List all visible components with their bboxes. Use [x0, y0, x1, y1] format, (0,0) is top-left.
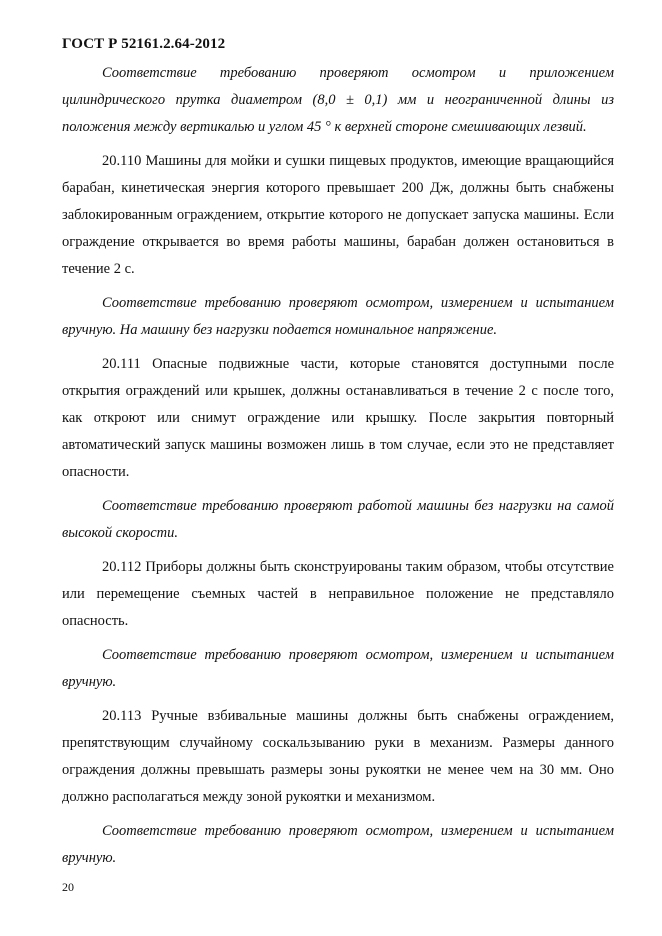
clause-20-110-paragraph: 20.110 Машины для мойки и сушки пищевых продуктов, имеющие вращающийся барабан, кинетическая энергия которого превышает 200 Дж, должны быть снабжены заблокированным ограждением, открытие которого не допускает запуска машины. Если ограждение открывается во время работы машины, барабан должен остановиться в течение 2 с. [62, 153, 614, 277]
clause-20-112-paragraph: 20.112 Приборы должны быть сконструированы таким образом, чтобы отсутствие или перемещение съемных частей в неправильное положение не представляло опасность. [62, 559, 614, 629]
clause-20-113-paragraph: 20.113 Ручные взбивальные машины должны быть снабжены ограждением, препятствующим случайному соскальзыванию руки в механизм. Размеры данного ограждения должны превышать размеры зоны рукоятки не менее чем на 30 мм. Оно должно располагаться между зоной рукоятки и механизмом. [62, 708, 614, 805]
document-header: ГОСТ Р 52161.2.64-2012 [62, 36, 226, 52]
compliance-check-paragraph: Соответствие требованию проверяют работой машины без нагрузки на самой высокой скорости. [62, 498, 614, 541]
page-body [62, 60, 614, 879]
page-number: 20 [62, 880, 74, 894]
compliance-check-paragraph: Соответствие требованию проверяют осмотром, измерением и испытанием вручную. На машину без нагрузки подается номинальное напряжение. [62, 295, 614, 338]
compliance-check-paragraph: Соответствие требованию проверяют осмотром, измерением и испытанием вручную. [62, 823, 614, 866]
compliance-check-paragraph: Соответствие требованию проверяют осмотром, измерением и испытанием вручную. [62, 647, 614, 690]
compliance-check-paragraph: Соответствие требованию проверяют осмотром и приложением цилиндрического прутка диаметром (8,0 ± 0,1) мм и неограниченной длины из положения между вертикалью и углом 45 ° к верхней стороне смешивающих лезвий. [62, 65, 614, 135]
clause-20-111-paragraph: 20.111 Опасные подвижные части, которые становятся доступными после открытия ограждений или крышек, должны останавливаться в течение 2 с после того, как откроют или снимут ограждение или крышку. После закрытия повторный автоматический запуск машины возможен лишь в том случае, если это не представляет опасности. [62, 356, 614, 480]
